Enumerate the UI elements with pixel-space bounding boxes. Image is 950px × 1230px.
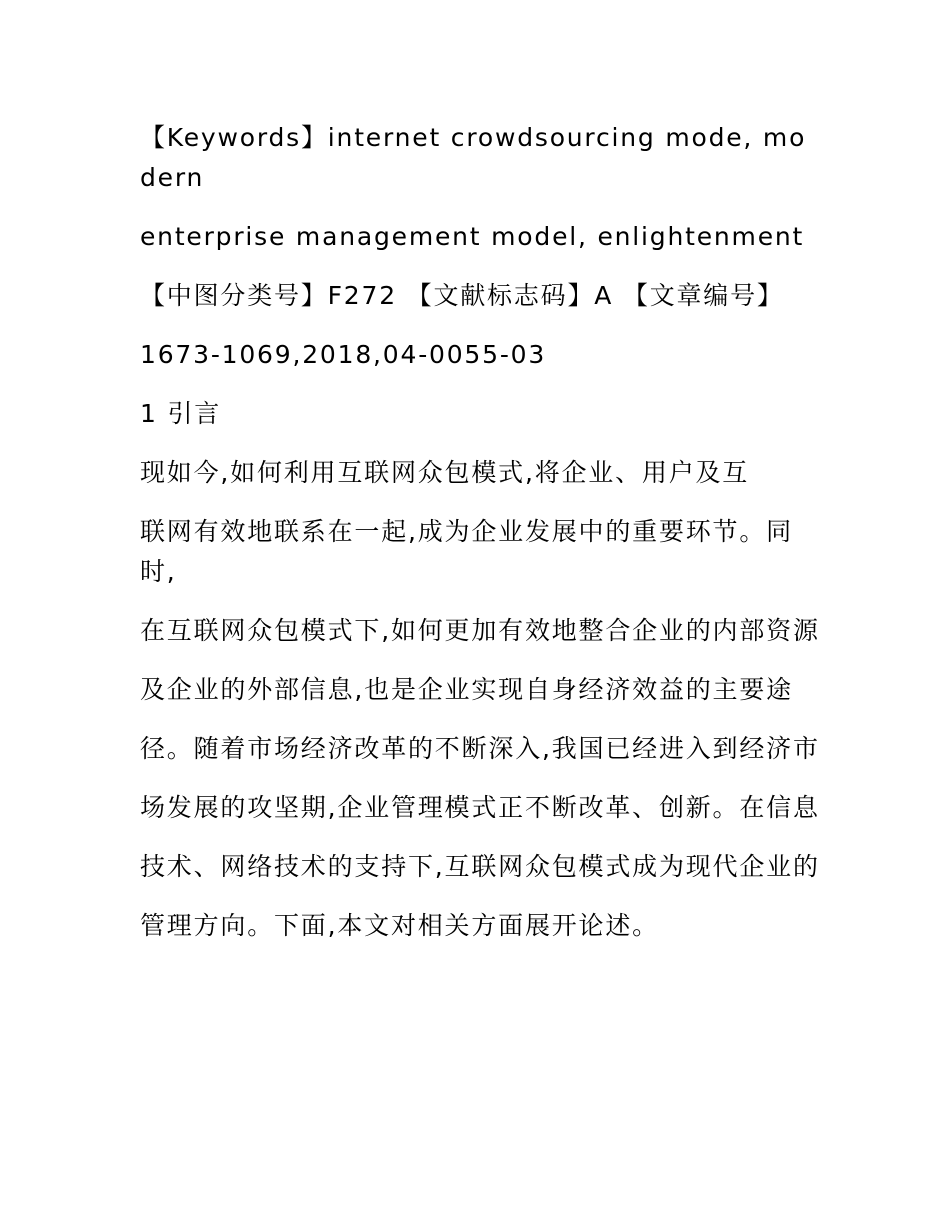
document-page bbox=[140, 118, 820, 965]
body-text-line: 在互联网众包模式下,如何更加有效地整合企业的内部资源 bbox=[140, 616, 820, 645]
body-text-line: 场发展的攻坚期,企业管理模式正不断改革、创新。在信息 bbox=[140, 793, 820, 822]
article-number-line: 1673-1069,2018,04-0055-03 bbox=[140, 340, 547, 369]
classification-line: 【中图分类号】F272 【文献标志码】A 【文章编号】 bbox=[140, 281, 784, 310]
body-text-line: 技术、网络技术的支持下,互联网众包模式成为现代企业的 bbox=[140, 852, 820, 881]
keywords-line-2: enterprise management model, enlightenment bbox=[140, 222, 805, 251]
body-text-line: 现如今,如何利用互联网众包模式,将企业、用户及互 bbox=[140, 458, 750, 487]
body-text-line: 径。随着市场经济改革的不断深入,我国已经进入到经济市 bbox=[140, 734, 820, 763]
body-text-line: 联网有效地联系在一起,成为企业发展中的重要环节。同时, bbox=[140, 517, 793, 586]
body-text-line: 管理方向。下面,本文对相关方面展开论述。 bbox=[140, 911, 659, 940]
keywords-line-1: 【Keywords】internet crowdsourcing mode, modern bbox=[140, 123, 807, 192]
body-text-line: 及企业的外部信息,也是企业实现自身经济效益的主要途 bbox=[140, 675, 793, 704]
section-heading: 1 引言 bbox=[140, 399, 222, 428]
